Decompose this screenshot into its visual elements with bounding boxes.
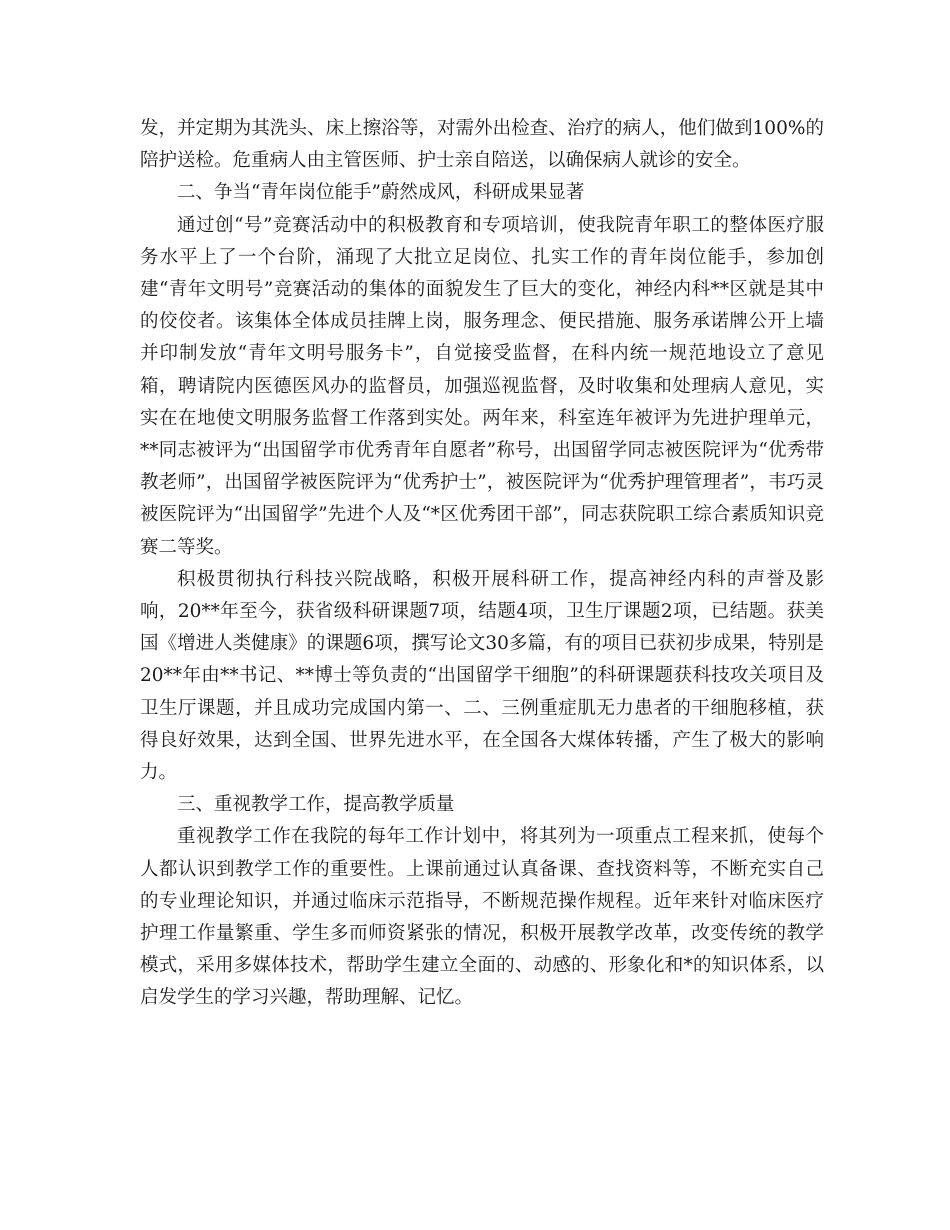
paragraph-continuation: 发，并定期为其洗头、床上擦浴等，对需外出检查、治疗的病人，他们做到100%的陪护送检。危重病人由主管医师、护士亲自陪送，以确保病人就诊的安全。	[140, 118, 824, 172]
paragraph-research-results: 积极贯彻执行科技兴院战略，积极开展科研工作，提高神经内科的声誉及影响，20**年至今，获省级科研课题7项，结题4项，卫生厅课题2项，已结题。获美国《增进人类健康》的课题6项，撰写论文30多篇，有的项目已获初步成果，特别是20**年由**书记、**博士等负责的“出国留学干细胞”的科研课题获科技攻关项目及卫生厅课题，并且成功完成国内第一、二、三例重症肌无力患者的干细胞移植，获得良好效果，达到全国、世界先进水平，在全国各大煤体转播，产生了极大的影响力。	[140, 568, 824, 784]
document-body	[140, 113, 824, 1015]
section-heading-2: 二、争当“青年岗位能手”蔚然成风，科研成果显著	[177, 182, 585, 204]
paragraph-teaching-work: 重视教学工作在我院的每年工作计划中，将其列为一项重点工程来抓，使每个人都认识到教学工作的重要性。上课前通过认真备课、查找资料等，不断充实自己的专业理论知识，并通过临床示范指导，不断规范操作规程。近年来针对临床医疗护理工作量繁重、学生多而师资紧张的情况，积极开展教学改革，改变传统的教学模式，采用多媒体技术，帮助学生建立全面的、动感的、形象化和*的知识体系，以启发学生的学习兴趣，帮助理解、记忆。	[140, 826, 824, 1009]
paragraph-youth-achievements: 通过创“号”竞赛活动中的积极教育和专项培训，使我院青年职工的整体医疗服务水平上了一个台阶，涌现了大批立足岗位、扎实工作的青年岗位能手，参加创建“青年文明号”竞赛活动的集体的面貌发生了巨大的变化，神经内科**区就是其中的佼佼者。该集体全体成员挂牌上岗，服务理念、便民措施、服务承诺牌公开上墙并印制发放“青年文明号服务卡”，自觉接受监督，在科内统一规范地设立了意见箱，聘请院内医德医风办的监督员，加强巡视监督，及时收集和处理病人意见，实实在在地使文明服务监督工作落到实处。两年来，科室连年被评为先进护理单元，**同志被评为“出国留学市优秀青年自愿者”称号，出国留学同志被医院评为“优秀带教老师”，出国留学被医院评为“优秀护士”，被医院评为“优秀护理管理者”，韦巧灵被医院评为“出国留学”先进个人及“*区优秀团干部”，同志获院职工综合素质知识竞赛二等奖。	[140, 214, 824, 558]
section-heading-3: 三、重视教学工作，提高教学质量	[177, 794, 455, 816]
